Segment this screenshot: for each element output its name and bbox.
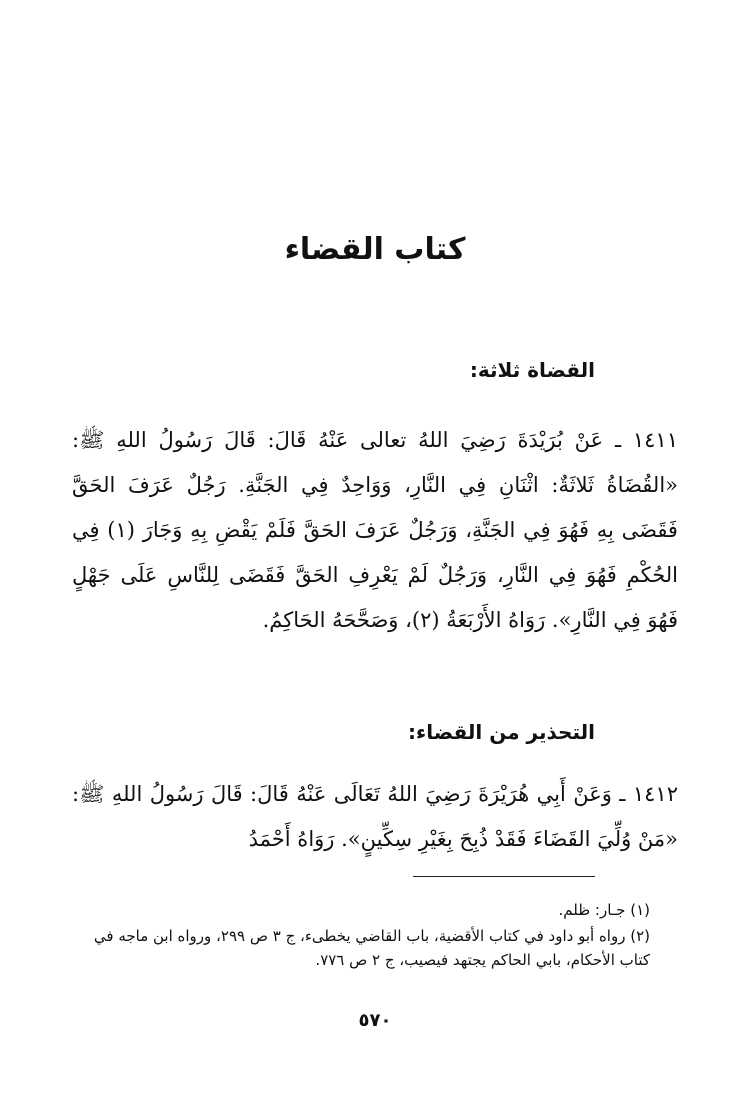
- footnote-1: (١) جـار: ظلم.: [558, 901, 650, 919]
- section-heading-warning: التحذير من القضاء:: [408, 720, 595, 744]
- footnotes: [60, 898, 650, 974]
- section-heading-judges-three: القضاة ثلاثة:: [469, 358, 595, 382]
- footnote-divider: [413, 876, 595, 877]
- page-number: ٥٧٠: [358, 1010, 392, 1031]
- chapter-title: كتاب القضاء: [284, 232, 466, 267]
- footnote-2: (٢) رواه أبو داود في كتاب الأقضية، باب القاضي يخطىء، ج ٣ ص ٢٩٩، ورواه ابن ماجه في كتاب الأحكام، بابي الحاكم يجتهد فيصيب، ج ٢ ص ٧٧٦.: [93, 927, 650, 969]
- hadith-1412-text: ١٤١٢ ـ وَعَنْ أَبِي هُرَيْرَةَ رَضِيَ اللهُ تَعَالَى عَنْهُ قَالَ: قَالَ رَسُولُ اللهِ ﷺ: «مَنْ وُلِّيَ القَضَاءَ فَقَدْ ذُبِحَ بِغَيْرِ سِكِّينٍ». رَوَاهُ أَحْمَدُ: [72, 782, 678, 851]
- hadith-1411-text: ١٤١١ ـ عَنْ بُرَيْدَةَ رَضِيَ اللهُ تعالى عَنْهُ قَالَ: قَالَ رَسُولُ اللهِ ﷺ: «القُضَاةُ ثَلاثَةٌ: اثْنَانِ فِي النَّارِ، وَوَاحِدٌ فِي الجَنَّةِ. رَجُلٌ عَرَفَ الحَقَّ فَقَضَى بِهِ فَهُوَ فِي الجَنَّةِ، وَرَجُلٌ عَرَفَ الحَقَّ فَلَمْ يَقْضِ بِهِ وَجَارَ (١) فِي الحُكْمِ فَهُوَ فِي النَّارِ، وَرَجُلٌ لَمْ يَعْرِفِ الحَقَّ فَقَضَى لِلنَّاسِ عَلَى جَهْلٍ فَهُوَ فِي النَّارِ». رَوَاهُ الأَرْبَعَةُ (٢)، وَصَحَّحَهُ الحَاكِمُ.: [72, 428, 678, 632]
